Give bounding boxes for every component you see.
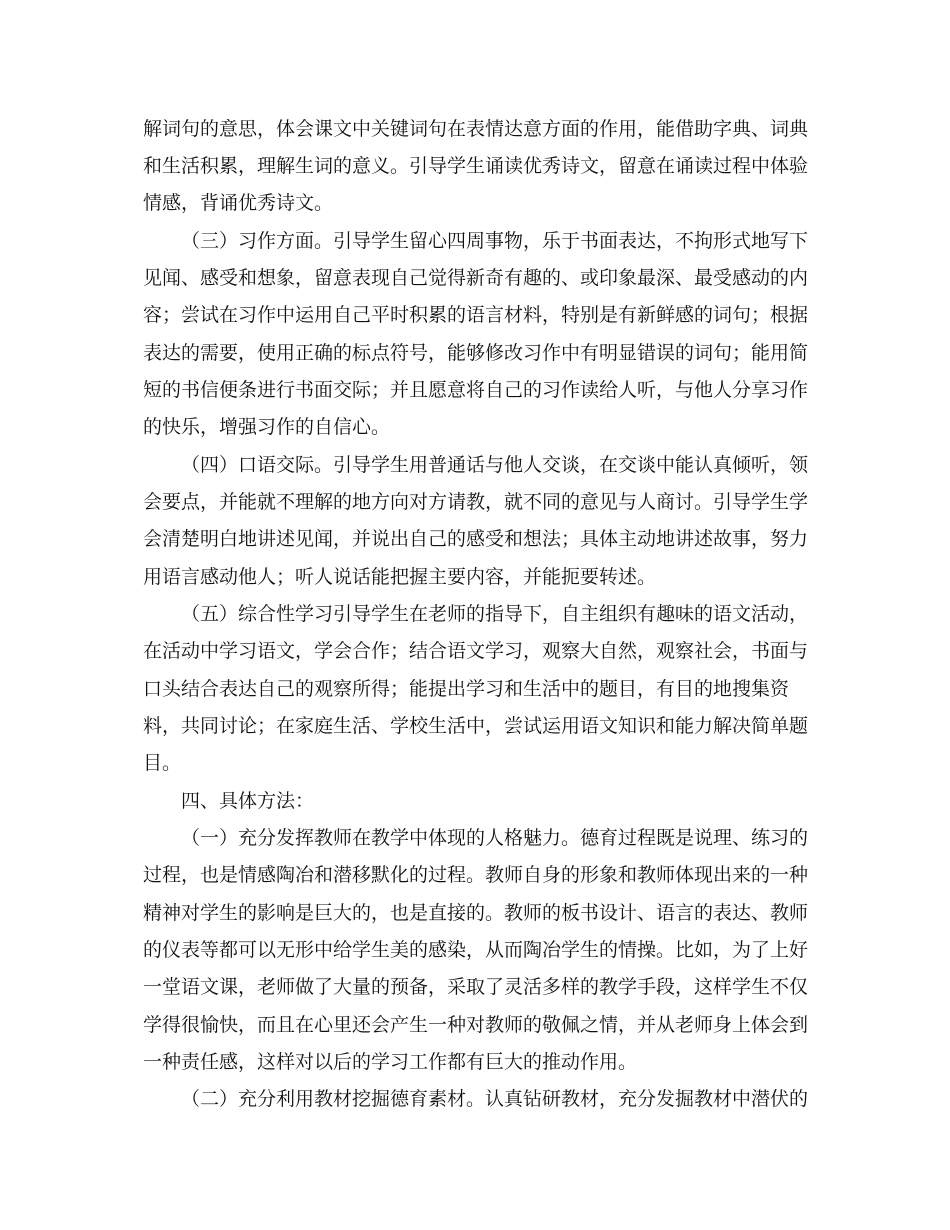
paragraph-start-line: （二）充分利用教材挖掘德育素材。认真钻研教材，充分发掘教材中潜伏的	[181, 1088, 809, 1110]
paragraph-start-line: （三）习作方面。引导学生留心四周事物，乐于书面表达，不拘形式地写下	[181, 230, 809, 252]
text-line: 会清楚明白地讲述见闻，并说出自己的感受和想法；具体主动地讲述故事，努力	[143, 528, 809, 550]
section-heading: 四、具体方法：	[181, 790, 315, 812]
text-line: 过程，也是情感陶冶和潜移默化的过程。教师自身的形象和教师体现出来的一种	[143, 864, 809, 886]
text-line: 表达的需要，使用正确的标点符号，能够修改习作中有明显错误的词句；能用简	[143, 342, 809, 364]
text-line: 精神对学生的影响是巨大的，也是直接的。教师的板书设计、语言的表达、教师	[143, 902, 809, 924]
paragraph-start-line: （四）口语交际。引导学生用普通话与他人交谈，在交谈中能认真倾听，领	[181, 454, 809, 476]
text-line: 和生活积累，理解生词的意义。引导学生诵读优秀诗文，留意在诵读过程中体验	[143, 155, 809, 177]
paragraph-start-line: （一）充分发挥教师在教学中体现的人格魅力。德育过程既是说理、练习的	[181, 827, 809, 849]
text-line: 学得很愉快，而且在心里还会产生一种对教师的敬佩之情，并从老师身上体会到	[143, 1014, 809, 1036]
text-line: 料，共同讨论；在家庭生活、学校生活中，尝试运用语文知识和能力解决简单题	[143, 715, 809, 737]
text-line: 解词句的意思，体会课文中关键词句在表情达意方面的作用，能借助字典、词典	[143, 118, 809, 140]
text-line: 短的书信便条进行书面交际；并且愿意将自己的习作读给人听，与他人分享习作	[143, 379, 809, 401]
text-line: 在活动中学习语文，学会合作；结合语文学习，观察大自然，观察社会，书面与	[143, 640, 809, 662]
text-line: 一种责任感，这样对以后的学习工作都有巨大的推动作用。	[143, 1051, 638, 1073]
text-line: 一堂语文课，老师做了大量的预备，采取了灵活多样的教学手段，这样学生不仅	[143, 976, 809, 998]
text-line: 目。	[143, 752, 182, 774]
text-line: 会要点，并能就不理解的地方向对方请教，就不同的意见与人商讨。引导学生学	[143, 491, 809, 513]
text-line: 用语言感动他人；听人说话能把握主要内容，并能扼要转述。	[143, 566, 657, 588]
text-line: 见闻、感受和想象，留意表现自己觉得新奇有趣的、或印象最深、最受感动的内	[143, 267, 809, 289]
text-line: 的仪表等都可以无形中给学生美的感染，从而陶冶学生的情操。比如，为了上好	[143, 939, 809, 961]
text-line: 容；尝试在习作中运用自己平时积累的语言材料，特别是有新鲜感的词句；根据	[143, 304, 809, 326]
paragraph-start-line: （五）综合性学习引导学生在老师的指导下，自主组织有趣味的语文活动，	[181, 603, 809, 625]
text-line: 情感，背诵优秀诗文。	[143, 192, 334, 214]
text-line: 的快乐，增强习作的自信心。	[143, 416, 391, 438]
text-line: 口头结合表达自己的观察所得；能提出学习和生活中的题目，有目的地搜集资	[143, 678, 790, 700]
